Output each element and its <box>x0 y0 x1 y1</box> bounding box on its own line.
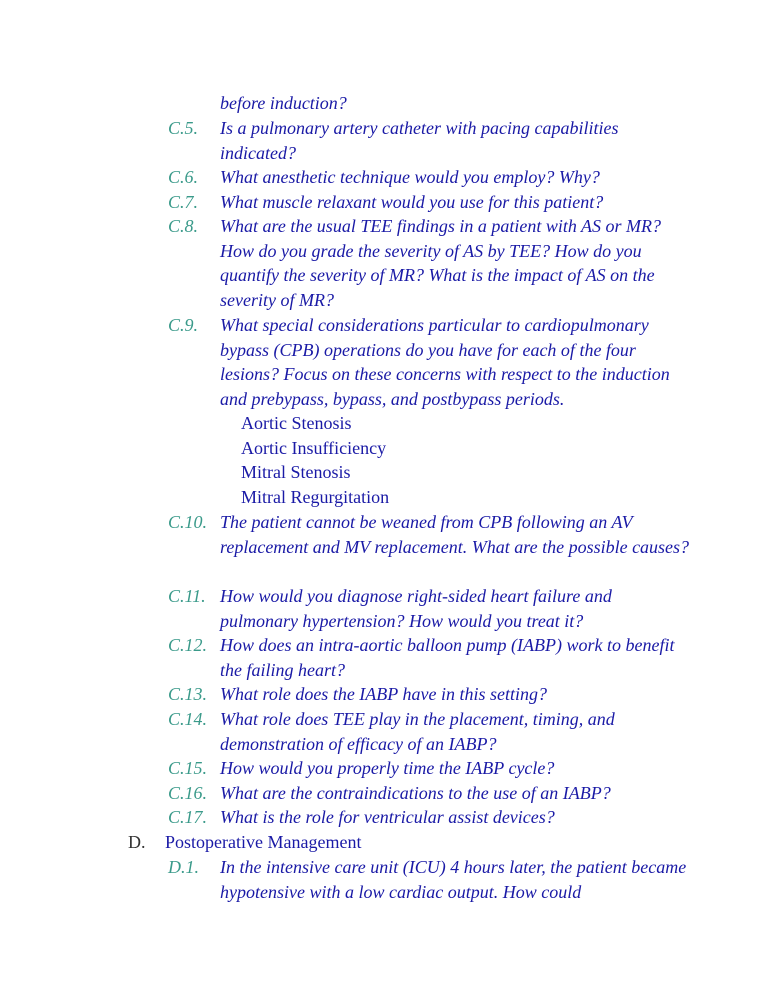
question-number: C.12. <box>168 635 208 655</box>
question-number: C.8. <box>168 216 199 236</box>
lesion-item: Mitral Regurgitation <box>241 487 390 507</box>
lesion-item: Mitral Stenosis <box>241 462 351 482</box>
question-number: C.5. <box>168 118 199 138</box>
question-number: D.1. <box>168 857 199 877</box>
question-text: How does an intra-aortic balloon pump (IABP) work to benefit the failing heart? <box>220 635 675 680</box>
question-text: In the intensive care unit (ICU) 4 hours later, the patient became hypotensive with a low cardiac output. How could <box>220 857 687 902</box>
question-text: What is the role for ventricular assist devices? <box>220 807 555 827</box>
question-number: C.9. <box>168 315 199 335</box>
question-text: What role does the IABP have in this setting? <box>220 684 547 704</box>
question-number: C.16. <box>168 783 208 803</box>
section-letter: D. <box>128 832 146 852</box>
question-text: What role does TEE play in the placement, timing, and demonstration of efficacy of an IABP? <box>220 709 615 754</box>
question-text: The patient cannot be weaned from CPB following an AV replacement and MV replacement. What are the possible causes? <box>220 512 690 557</box>
question-text: How would you properly time the IABP cycle? <box>220 758 555 778</box>
question-text: Is a pulmonary artery catheter with pacing capabilities indicated? <box>220 118 619 163</box>
question-number: C.14. <box>168 709 208 729</box>
question-number: C.6. <box>168 167 199 187</box>
question-number: C.11. <box>168 586 206 606</box>
lesion-item: Aortic Insufficiency <box>241 438 387 458</box>
lesion-item: Aortic Stenosis <box>241 413 352 433</box>
question-text: How would you diagnose right-sided heart failure and pulmonary hypertension? How would you treat it? <box>220 586 612 631</box>
question-text: What anesthetic technique would you employ? Why? <box>220 167 600 187</box>
question-number: C.17. <box>168 807 208 827</box>
question-text: What special considerations particular to cardiopulmonary bypass (CPB) operations do you have for each of the four lesions? Focus on these concerns with respect to the induction and prebypass, bypass, and postbypass periods. <box>220 315 670 409</box>
question-text: What are the contraindications to the use of an IABP? <box>220 783 611 803</box>
question-number: C.10. <box>168 512 208 532</box>
question-number: C.7. <box>168 192 199 212</box>
section-title: Postoperative Management <box>165 832 362 852</box>
question-text: What muscle relaxant would you use for this patient? <box>220 192 604 212</box>
question-number: C.15. <box>168 758 208 778</box>
continuation-text: before induction? <box>220 93 347 113</box>
question-text: What are the usual TEE findings in a patient with AS or MR? How do you grade the severity of AS by TEE? How do you quantify the severity of MR? What is the impact of AS on the severity of MR? <box>220 216 661 310</box>
question-number: C.13. <box>168 684 208 704</box>
